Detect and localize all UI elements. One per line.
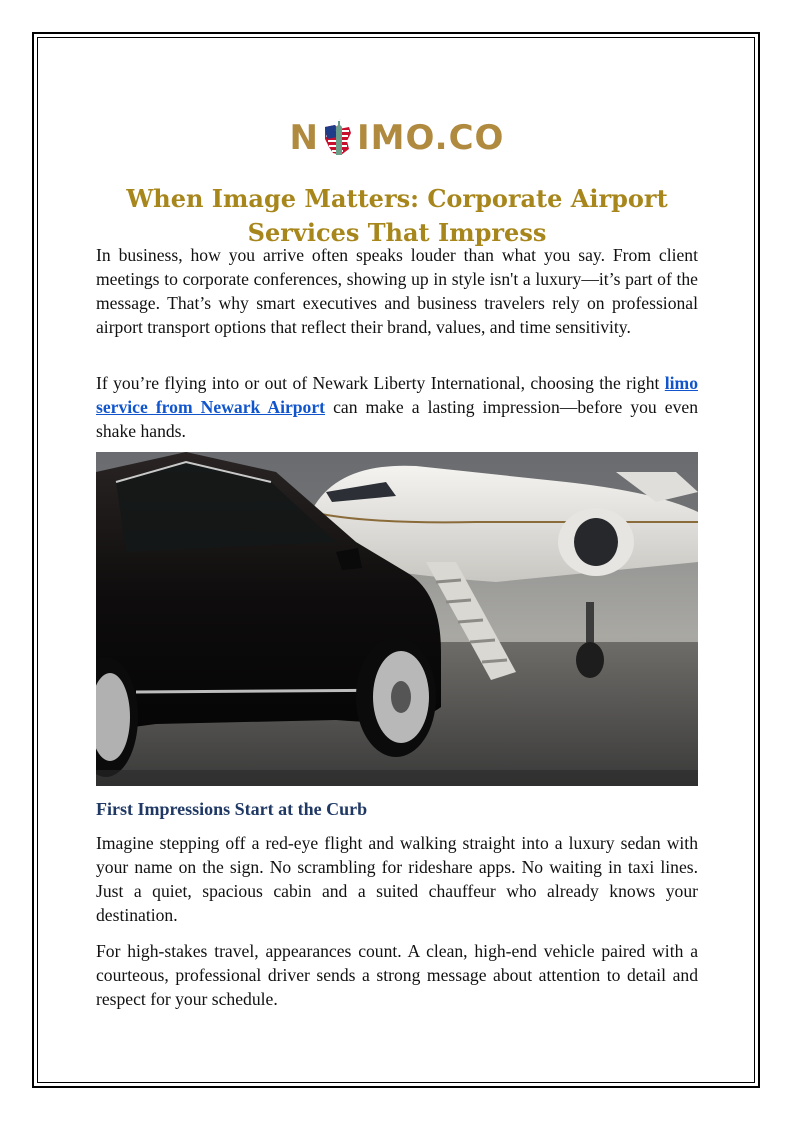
logo-text-end: IMO.CO (357, 118, 505, 158)
section-paragraph-2: For high-stakes travel, appearances count. A clean, high-end vehicle paired with a courteous, professional driver sends a strong message about attention to detail and respect for your schedule. (96, 941, 698, 1009)
section-heading: First Impressions Start at the Curb (96, 799, 368, 819)
logo-text-start: N (289, 118, 320, 158)
intro-paragraph-2-tail: can make a lasting impression—before you even shake hands. (96, 397, 698, 441)
intro-paragraph-1: In business, how you arrive often speaks louder than what you say. From client meetings to corporate conferences, showing up in style isn't a luxury—it’s part of the message. That’s why smart executives and business travelers rely on professional airport transport options that reflect their brand, values, and time sensitivity. (96, 245, 698, 337)
intro-paragraph-2 (96, 371, 698, 443)
section-paragraph-1: Imagine stepping off a red-eye flight and walking straight into a luxury sedan with your name on the sign. No scrambling for rideshare apps. No waiting in taxi lines. Just a quiet, spacious cabin and a suited chauffeur who already knows your destination. (96, 833, 698, 925)
statue-of-liberty-flag-icon (321, 119, 355, 157)
limo-and-private-jet-photo (96, 452, 698, 786)
page-title: When Image Matters: Corporate Airport Services That Impress (126, 184, 668, 248)
newark-limo-service-link[interactable]: limo service from Newark Airport (96, 373, 698, 417)
company-logo (272, 118, 522, 158)
intro-paragraph-2-lead: If you’re flying into or out of Newark Liberty International, choosing the right (96, 373, 665, 393)
